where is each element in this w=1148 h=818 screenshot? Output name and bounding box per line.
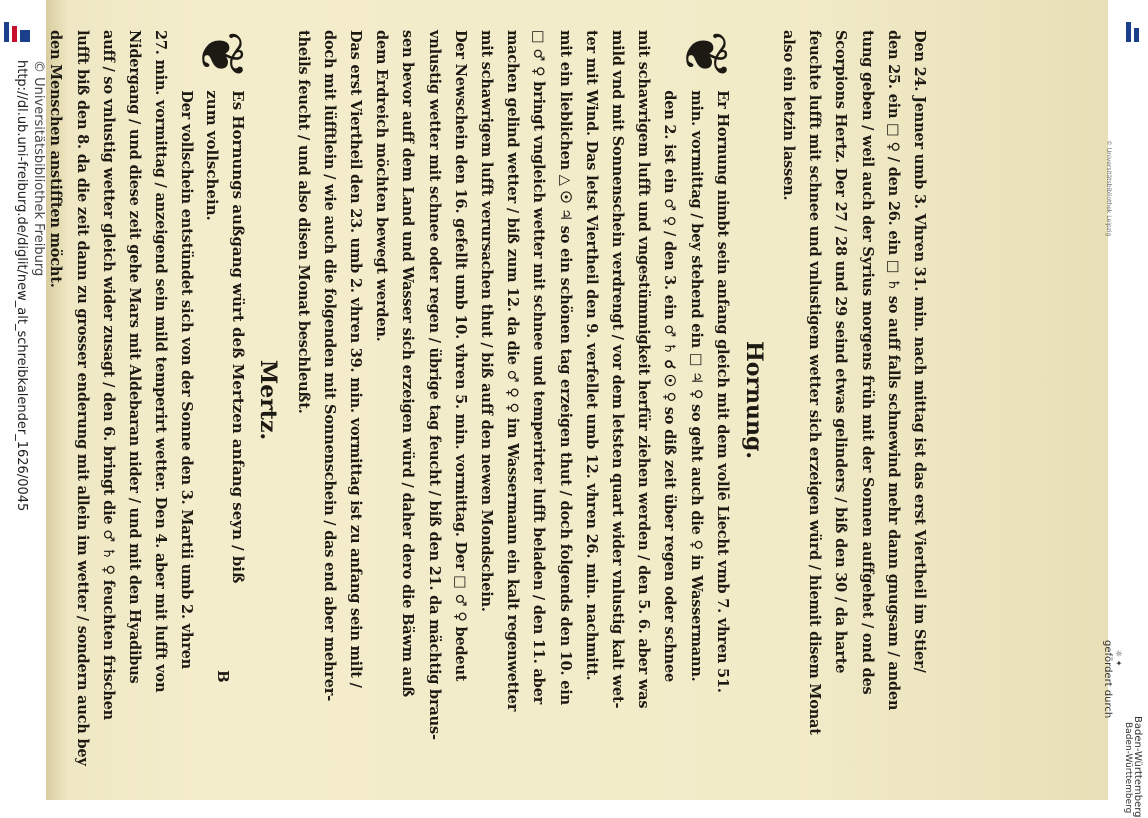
right-viewer-strip xyxy=(1108,0,1148,800)
text-line: min. vormittag / bey stehend ein □ ♃ ♀ so geht auch die ♀ in Wassermann. xyxy=(687,90,705,682)
document-url[interactable]: http://dl.ub.uni-freiburg.de/diglit/new_alt_schreibkalender_1626/0045 xyxy=(14,60,29,512)
text-line: theils feucht / und also disen Monat beschleußt. xyxy=(294,30,312,414)
heading-hornung: Hornung. xyxy=(740,340,767,460)
hornung-section xyxy=(289,30,740,770)
text-line: tung geben / weil auch der Syrius morgens früh mit der Sonnen auffgehet / ond des xyxy=(858,30,876,695)
right-credit-primary: © Universitätsbibliothek Leipzig xyxy=(1105,140,1112,237)
text-line: auff / so vnlustig wetter gleich wider zusagt / den 6. bringt die ♂ ♄ ♀ feuchten frischen xyxy=(99,30,117,720)
intro-paragraph xyxy=(775,30,932,770)
text-line: Der vollschein entstündet sich von der Sonne den 3. Martii umb 2. vhren xyxy=(178,90,196,670)
state-logo-icon xyxy=(1126,22,1144,42)
text-line: Der Newschein den 16. gefellt umb 10. vhren 5. min. vormittag. Der □ ♂ ♀ bedeut xyxy=(451,30,469,682)
merz-subheading: Es Hornungs außgang würt deß Mertzen anfang seyn / biß xyxy=(229,90,248,584)
catchword: B xyxy=(214,670,232,683)
right-credit-state-2: Baden-Württemberg xyxy=(1132,716,1143,818)
drop-cap-icon: ❦ xyxy=(669,30,740,81)
text-line: mit schawrigem lufft und vngestümmigkeit herfür ziehen werden / den 5. 6. aber was xyxy=(635,30,653,709)
text-line: ter mit Wind. Das letst Viertheil den 9. verfellet umb 12. vhren 26. min. nachmitt. xyxy=(582,30,600,681)
text-line: also ein letzin lassen. xyxy=(779,30,797,201)
right-credit-state: Baden-Württemberg xyxy=(1123,722,1133,814)
funder-logo-icon: ☼ ✦ xyxy=(1114,650,1123,667)
text-line: mit schawrigem lufft verursachen thut / biß auff den newen Mondschein. xyxy=(477,30,495,612)
text-line: sen bevor auff dem Land und Wasser sich erzeigen würd / daher dero die Bäwm auß xyxy=(399,30,417,697)
text-line: den 25. ein □ ♀ / den 26. ein □ ♄ so auff falls schnewind mehr dann gnugsam / anden xyxy=(884,30,902,711)
text-line: den 2. ist ein ♂ ♀ / den 3. ein ♂ ♄ ☌ ☉ ♀ so diß zeit über regen oder schnee xyxy=(661,90,679,683)
page-text-block xyxy=(47,30,932,770)
text-line: vnlustig wetter mit schnee oder regen / übrige tag feucht / biß den 21. da mächtig braus- xyxy=(425,30,443,740)
text-line: machen gelind wetter / biß zum 12. da die ♂ ♀ ♀ im Wassermann ein kalt regenwetter xyxy=(504,30,522,712)
text-line: feuchte lufft mit schnee und vnlustigem wetter sich erzeigen würd / hiemit disem Monat xyxy=(806,30,824,735)
merz-subheading-2: zum vollschein. xyxy=(203,90,222,221)
heading-merz: Mertz. xyxy=(255,359,282,441)
text-line: mild vnd mit Sonnenschein verdrengt / vor dem letsten quart wider vnlustig kalt wet- xyxy=(608,30,626,709)
right-credit-container xyxy=(0,0,40,800)
text-line: mit ein lieblichen △ ☉ ♃ so ein schönen tag erzeigen thut / doch folgends den 10. ein xyxy=(556,30,574,705)
text-line: Scorpions Hertz. Der 27 / 28 und 29 seind etwas gelinders / biß den 30 / da harte xyxy=(832,30,850,674)
text-line: □ ♂ ♀ bringt vngleich wetter mit schnee und temperirter lufft beladen / den 11. aber xyxy=(530,30,548,705)
text-line: dem Erdreich möchten bewegt werden. xyxy=(373,30,391,342)
text-line: Das erst Viertheil den 23. umb 2. vhren 39. min. vormittag ist zu anfang sein milt / xyxy=(346,30,364,688)
text-line: Den 24. Jenner umb 3. Vhren 31. min. nach mittag ist das erst Viertheil im Stier/ xyxy=(911,30,928,673)
text-line: den Menschen anstifften möcht. xyxy=(47,30,65,288)
drop-cap-icon: ❦ xyxy=(186,30,257,81)
text-line: doch mit lüfftlein / wie auch die folgenden mit Sonnenschein / das end aber mehrer- xyxy=(320,30,338,702)
text-line: 27. min. vormittag / anzeigend sein mild temperirt wetter. Den 4. aber mit lufft von xyxy=(152,30,170,693)
merz-section xyxy=(46,30,257,770)
right-credit-funding: gefördert durch xyxy=(1102,640,1113,719)
scanned-page xyxy=(46,0,1108,800)
left-credit: © Universitätsbibliothek Freiburg xyxy=(31,60,46,277)
text-line: lufft biß den 8. da die zeit dann zu grosser enderung mit allein im wetter / sondern auch bey xyxy=(73,30,91,766)
text-line: Nidergang / und diese zeit gehe Mars mit Aldebaran nider / und mit den Hyadibus xyxy=(125,30,143,684)
text-line: Er Hornung nimbt sein anfang gleich mit dem vollē Liecht vmb 7. vhren 51. xyxy=(713,90,731,693)
